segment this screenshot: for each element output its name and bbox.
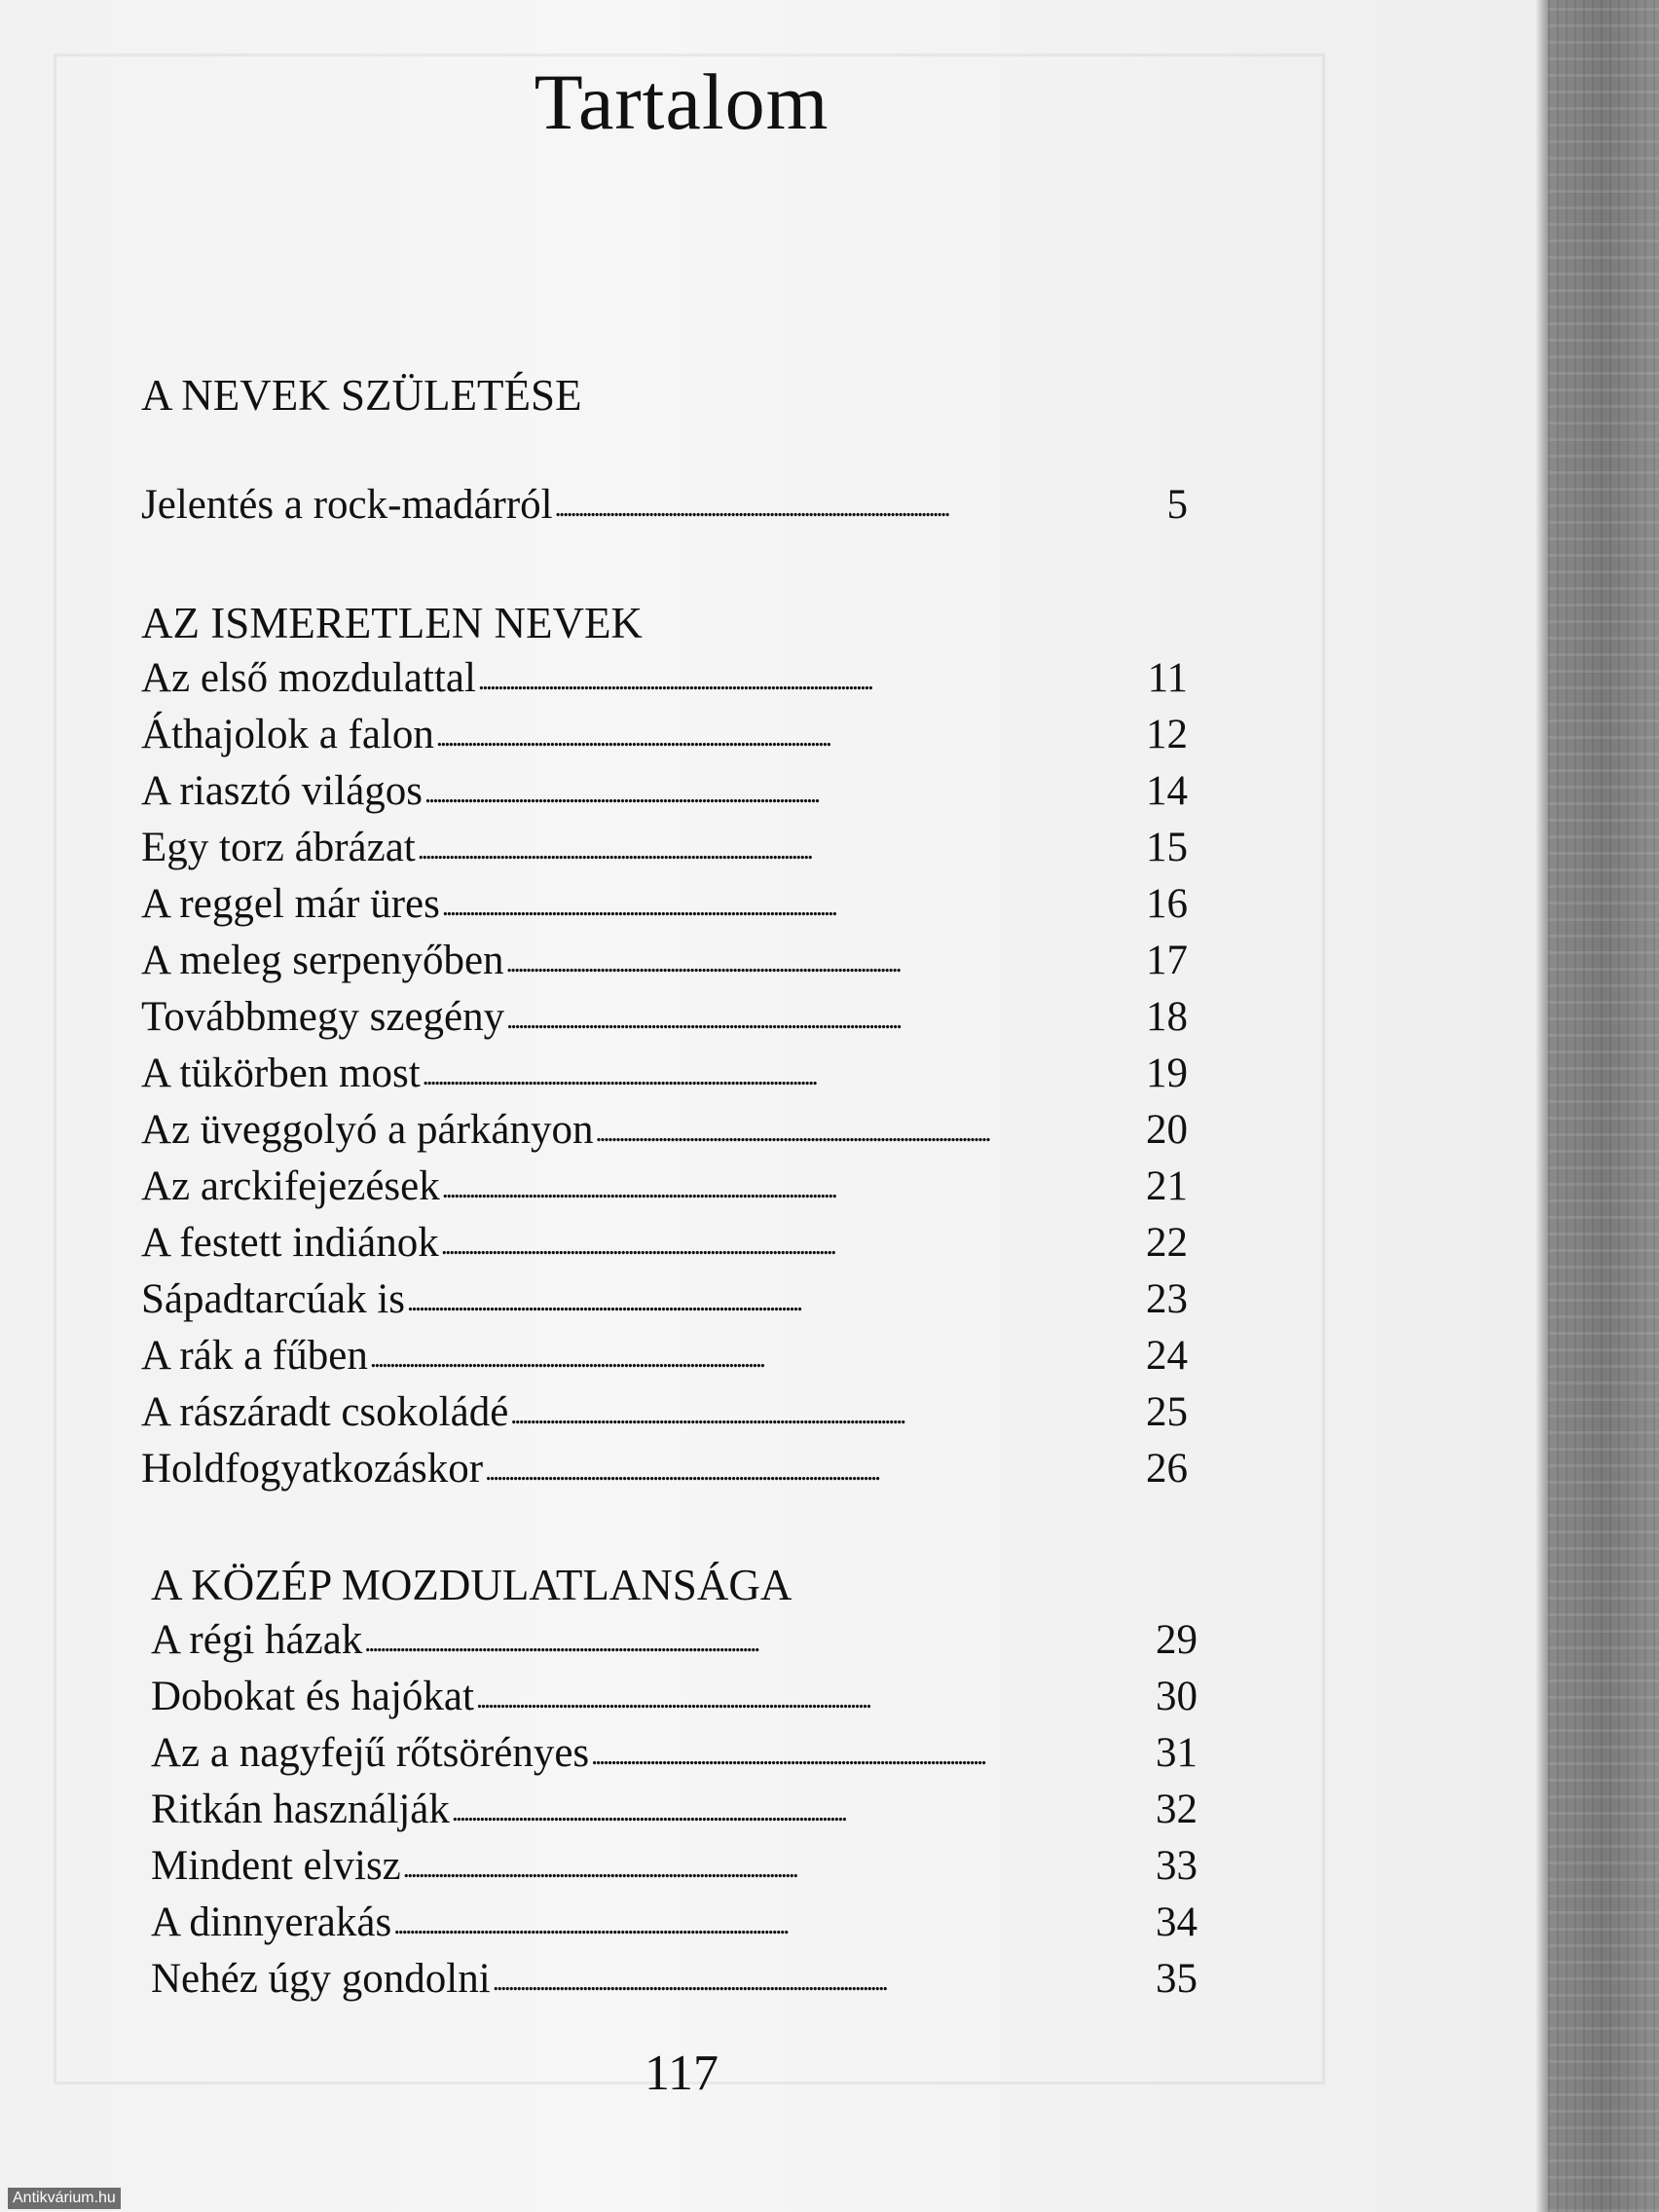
entry-title: A festett indiánok . . . [141, 1215, 1081, 1274]
toc-entry [141, 1159, 1188, 1215]
wood-background [1548, 0, 1659, 2212]
entry-title: Ritkán használják . . . [151, 1782, 1090, 1841]
entry-page-number: 30 [1156, 1674, 1198, 1719]
toc-entry [141, 1272, 1188, 1328]
entry-title: Egy torz ábrázat . . . [141, 820, 1081, 879]
toc-entry [141, 933, 1188, 989]
entry-page-number: 18 [1146, 994, 1188, 1040]
entry-title: A dinnyerakás . . . [151, 1895, 1090, 1954]
entry-page-number: 14 [1146, 768, 1188, 814]
toc-entry [141, 1046, 1188, 1102]
page-edge [1536, 0, 1548, 2212]
entry-page-number: 5 [1166, 482, 1188, 528]
watermark: Antikvárium.hu [8, 2188, 121, 2209]
page-number: 117 [644, 2046, 719, 2101]
toc-entry [151, 1725, 1198, 1782]
entry-title: Sápadtarcúak is . . . [141, 1272, 1081, 1331]
page-title: Tartalom [534, 57, 830, 146]
toc-entry [141, 707, 1188, 763]
entry-page-number: 32 [1156, 1787, 1198, 1832]
entry-page-number: 34 [1156, 1899, 1198, 1945]
entry-page-number: 19 [1146, 1051, 1188, 1096]
section-heading: A KÖZÉP MOZDULATLANSÁGA [151, 1561, 793, 1609]
toc-entry [141, 1102, 1188, 1159]
toc-entry [141, 989, 1188, 1046]
entry-title: Az üveggolyó a párkányon . . . [141, 1102, 1081, 1161]
entry-page-number: 31 [1156, 1730, 1198, 1776]
entry-title: A rák a fűben . . . [141, 1328, 1081, 1387]
entry-title: Az első mozdulattal . . . [141, 650, 1081, 710]
entry-title: Nehéz úgy gondolni . . . [151, 1951, 1090, 2010]
entry-page-number: 17 [1146, 938, 1188, 983]
toc-entry [141, 820, 1188, 876]
toc-entry [141, 1215, 1188, 1272]
entry-page-number: 11 [1147, 655, 1188, 701]
entry-title: A tükörben most . . . [141, 1046, 1081, 1105]
entry-title: Az arckifejezések . . . [141, 1159, 1081, 1218]
toc-entry [151, 1951, 1198, 2008]
entry-title: A meleg serpenyőben . . . [141, 933, 1081, 992]
entry-title: A rászáradt csokoládé . . . [141, 1384, 1081, 1444]
entry-title: Mindent elvisz . . . [151, 1838, 1090, 1898]
entry-page-number: 20 [1146, 1107, 1188, 1153]
toc-entry [151, 1669, 1198, 1725]
toc-entry [141, 1328, 1188, 1384]
entry-title: Holdfogyatkozáskor . . . [141, 1441, 1081, 1500]
toc-entry [141, 1441, 1188, 1497]
entry-title: A régi házak . . . [151, 1612, 1090, 1672]
entry-page-number: 16 [1146, 881, 1188, 927]
entry-page-number: 29 [1156, 1617, 1198, 1663]
entry-title: Továbbmegy szegény . . . [141, 989, 1081, 1049]
entry-page-number: 35 [1156, 1956, 1198, 2002]
toc-entry [141, 477, 1188, 534]
entry-page-number: 12 [1146, 712, 1188, 757]
entry-page-number: 25 [1146, 1389, 1188, 1435]
entry-title: Dobokat és hajókat . . . [151, 1669, 1090, 1728]
toc-entry [141, 650, 1188, 707]
entry-page-number: 21 [1146, 1163, 1188, 1209]
entry-title: Az a nagyfejű rőtsörényes . . . [151, 1725, 1090, 1785]
entry-title: Áthajolok a falon . . . [141, 707, 1081, 766]
section-heading: A NEVEK SZÜLETÉSE [141, 371, 582, 420]
section-heading: AZ ISMERETLEN NEVEK [141, 599, 643, 647]
toc-entry [151, 1782, 1198, 1838]
entry-page-number: 23 [1146, 1276, 1188, 1322]
toc-entry [151, 1838, 1198, 1895]
entry-title: A reggel már üres . . . [141, 876, 1081, 936]
toc-entry [141, 876, 1188, 933]
entry-title: Jelentés a rock-madárról . . . [141, 477, 1081, 536]
toc-entry [151, 1612, 1198, 1669]
entry-page-number: 22 [1146, 1220, 1188, 1266]
entry-page-number: 33 [1156, 1843, 1198, 1889]
entry-page-number: 15 [1146, 825, 1188, 870]
entry-page-number: 24 [1146, 1333, 1188, 1379]
toc-entry [151, 1895, 1198, 1951]
entry-title: A riasztó világos . . . [141, 763, 1081, 823]
toc-entry [141, 763, 1188, 820]
toc-entry [141, 1384, 1188, 1441]
entry-page-number: 26 [1146, 1446, 1188, 1492]
